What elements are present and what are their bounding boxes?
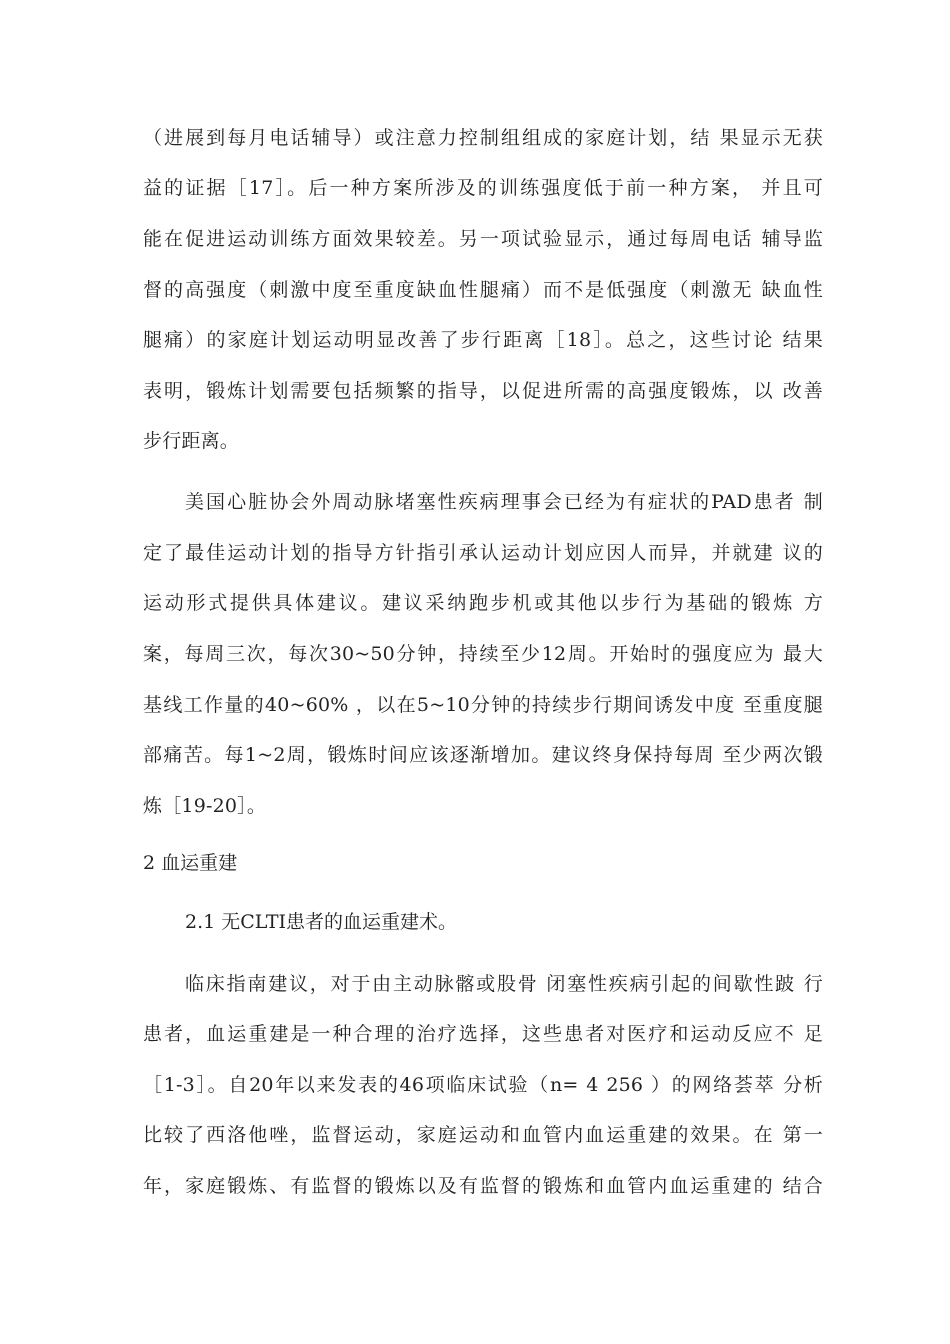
text-line: 腿痛）的家庭计划运动明显改善了步行距离［18］。总之，这些讨论 结果 xyxy=(143,329,823,351)
text-line: 运动形式提供具体建议。建议采纳跑步机或其他以步行为基础的锻炼 方 xyxy=(143,592,823,614)
text-line: 益的证据［17］。后一种方案所涉及的训练强度低于前一种方案， 并且可 xyxy=(143,177,823,199)
text-line: 步行距离。 xyxy=(143,430,240,452)
section-heading: 2 血运重建 xyxy=(143,852,238,874)
text-line: 案，每周三次，每次30~50分钟，持续至少12周。开始时的强度应为 最大 xyxy=(143,643,823,665)
text-line: （进展到每月电话辅导）或注意力控制组组成的家庭计划，结 果显示无获 xyxy=(143,127,823,149)
text-line: 定了最佳运动计划的指导方针指引承认运动计划应因人而异，并就建 议的 xyxy=(143,542,823,564)
text-line: 督的高强度（刺激中度至重度缺血性腿痛）而不是低强度（刺激无 缺血性 xyxy=(143,279,823,301)
text-line: 患者，血运重建是一种合理的治疗选择，这些患者对医疗和运动反应不 足 xyxy=(143,1023,823,1045)
text-line: 基线工作量的40~60% ，以在5~10分钟的持续步行期间诱发中度 至重度腿 xyxy=(143,694,823,716)
text-line: 美国心脏协会外周动脉堵塞性疾病理事会已经为有症状的PAD患者 制 xyxy=(185,491,823,513)
text-line: 年，家庭锻炼、有监督的锻炼以及有监督的锻炼和血管内血运重建的 结合 xyxy=(143,1175,823,1197)
text-line: 临床指南建议，对于由主动脉髂或股骨 闭塞性疾病引起的间歇性跛 行 xyxy=(185,973,823,995)
subsection-heading: 2.1 无CLTI患者的血运重建术。 xyxy=(185,911,458,933)
text-line: 比较了西洛他唑，监督运动，家庭运动和血管内血运重建的效果。在 第一 xyxy=(143,1124,823,1146)
text-line: 炼［19-20］。 xyxy=(143,795,267,817)
text-line: 表明，锻炼计划需要包括频繁的指导，以促进所需的高强度锻炼，以 改善 xyxy=(143,380,823,402)
text-line: 部痛苦。每1~2周，锻炼时间应该逐渐增加。建议终身保持每周 至少两次锻 xyxy=(143,744,823,766)
text-line: ［1-3］。自20年以来发表的46项临床试验（n= 4 256 ）的网络荟萃 分析 xyxy=(143,1074,823,1096)
text-line: 能在促进运动训练方面效果较差。另一项试验显示，通过每周电话 辅导监 xyxy=(143,228,823,250)
